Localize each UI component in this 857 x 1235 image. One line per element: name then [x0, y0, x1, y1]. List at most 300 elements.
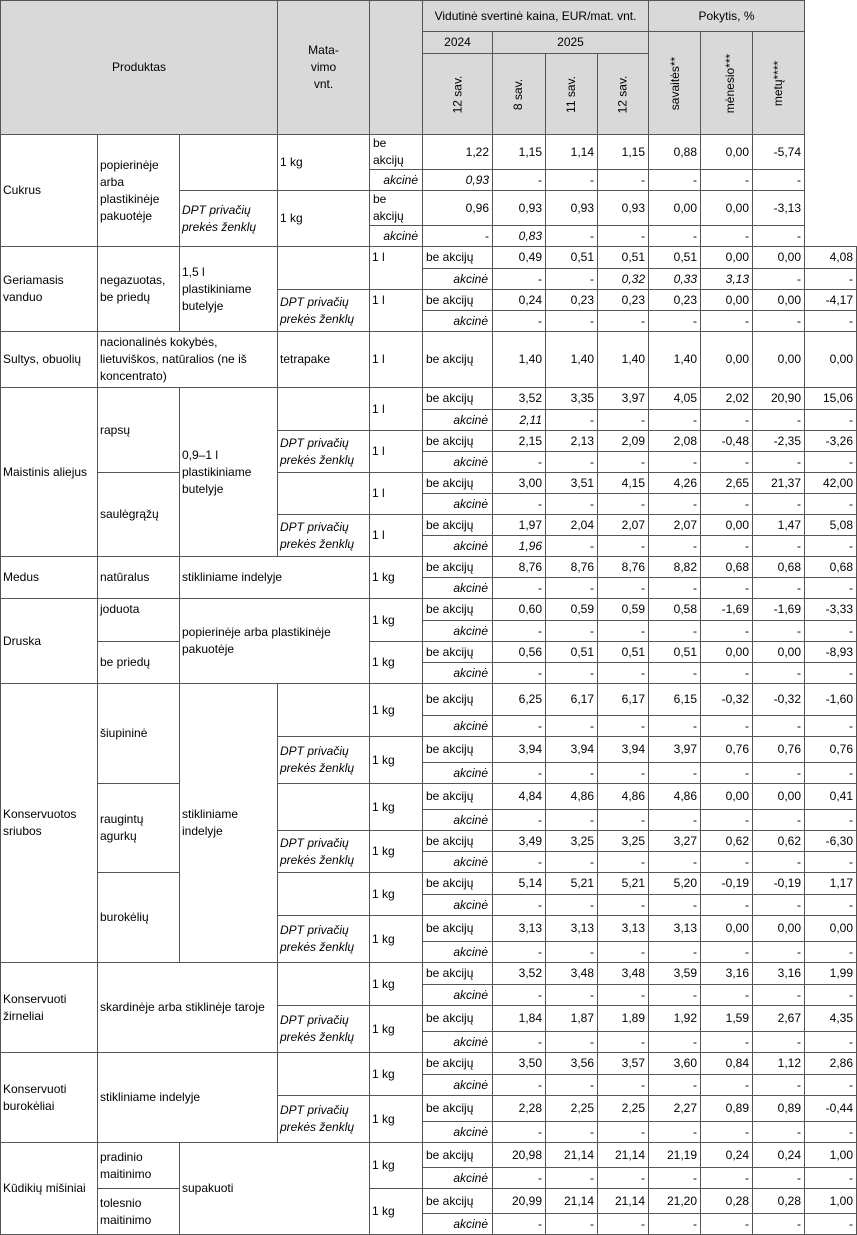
product-sub: popierinėje arba plastikinėje pakuotėje [98, 135, 180, 247]
price-cell: 0,59 [546, 599, 598, 621]
price-cell: 8,82 [649, 557, 701, 578]
change-cell: 0,00 [753, 247, 805, 269]
change-cell: 2,67 [753, 1006, 805, 1032]
change-cell: 0,00 [649, 191, 701, 226]
price-type: be akcijų [423, 247, 493, 269]
price-cell: - [546, 621, 598, 642]
price-cell: 3,50 [493, 1053, 546, 1075]
price-cell: 4,26 [649, 473, 701, 494]
change-cell: - [701, 663, 753, 684]
price-cell: 0,93 [493, 191, 546, 226]
header-w11: 11 sav. [546, 54, 598, 135]
change-cell: 0,89 [701, 1096, 753, 1122]
change-cell: -4,17 [805, 290, 857, 311]
price-type: akcinė [423, 942, 493, 963]
unit: 1 kg [370, 1096, 423, 1143]
change-cell: - [805, 621, 857, 642]
price-cell: 3,51 [546, 473, 598, 494]
price-cell: 0,56 [493, 642, 546, 663]
change-cell: 2,02 [701, 388, 753, 410]
header-2024-w12: 12 sav. [423, 54, 493, 135]
change-cell: - [805, 1075, 857, 1096]
price-cell: 6,25 [493, 684, 546, 716]
change-cell: 0,28 [753, 1189, 805, 1214]
price-type: akcinė [423, 494, 493, 515]
price-cell: - [546, 536, 598, 557]
change-cell: - [701, 763, 753, 784]
price-cell: - [546, 1122, 598, 1143]
price-cell: 3,59 [649, 963, 701, 985]
product-sub: burokėlių [98, 873, 180, 963]
product-name: Kūdikių mišiniai [1, 1143, 98, 1235]
product-sub: natūralus [98, 557, 180, 599]
price-type: be akcijų [423, 515, 493, 536]
private-label: DPT privačių prekės ženklų [180, 191, 278, 247]
price-cell: - [493, 942, 546, 963]
price-cell: 1,22 [423, 135, 493, 170]
change-cell: -1,69 [701, 599, 753, 621]
price-cell: 4,86 [649, 784, 701, 810]
change-cell: - [701, 410, 753, 431]
product-sub: šiupininė [98, 684, 180, 784]
change-cell: - [753, 716, 805, 737]
private-blank [278, 963, 370, 1006]
price-cell: 21,14 [598, 1143, 649, 1168]
price-type: akcinė [423, 763, 493, 784]
price-cell: 0,23 [649, 290, 701, 311]
price-cell: - [598, 578, 649, 599]
change-cell: 0,00 [701, 191, 753, 226]
price-cell: 2,28 [493, 1096, 546, 1122]
price-cell: 2,07 [649, 515, 701, 536]
product-sub: tolesnio maitinimo [98, 1189, 180, 1235]
change-cell: - [753, 536, 805, 557]
change-cell: 1,59 [701, 1006, 753, 1032]
private-blank [278, 1053, 370, 1096]
price-type: akcinė [423, 621, 493, 642]
price-cell: 3,57 [598, 1053, 649, 1075]
price-cell: 2,08 [649, 431, 701, 452]
change-cell: - [805, 663, 857, 684]
price-cell: 3,52 [493, 963, 546, 985]
price-cell: - [598, 1122, 649, 1143]
change-cell: 1,12 [753, 1053, 805, 1075]
price-cell: - [546, 810, 598, 831]
change-cell: - [753, 1075, 805, 1096]
price-cell: 21,20 [649, 1189, 701, 1214]
change-cell: - [753, 942, 805, 963]
change-cell: 0,00 [701, 135, 753, 170]
change-cell: 0,76 [753, 737, 805, 763]
change-cell: 0,00 [753, 642, 805, 663]
price-type: be akcijų [423, 599, 493, 621]
change-cell: - [753, 269, 805, 290]
product-sub: pradinio maitinimo [98, 1143, 180, 1189]
price-type: be akcijų [423, 1096, 493, 1122]
header-year-2025: 2025 [493, 32, 649, 54]
price-type: akcinė [423, 716, 493, 737]
change-cell: 4,08 [805, 247, 857, 269]
price-cell: - [649, 942, 701, 963]
change-cell: 0,00 [701, 332, 753, 388]
change-cell: 0,00 [701, 916, 753, 942]
price-type: akcinė [423, 269, 493, 290]
price-cell: - [649, 663, 701, 684]
unit: 1 kg [278, 191, 370, 247]
change-cell: 2,65 [701, 473, 753, 494]
table-row [1, 247, 857, 269]
price-cell: 3,52 [493, 388, 546, 410]
price-cell: 4,86 [598, 784, 649, 810]
price-cell: 5,21 [598, 873, 649, 895]
price-type: be akcijų [423, 1189, 493, 1214]
change-cell: 0,62 [701, 831, 753, 852]
change-cell: - [805, 578, 857, 599]
product-name: Sultys, obuolių [1, 332, 98, 388]
price-type: be akcijų [423, 557, 493, 578]
price-cell: - [493, 1032, 546, 1053]
price-cell: 21,14 [598, 1189, 649, 1214]
price-cell: - [493, 763, 546, 784]
change-cell: 0,00 [753, 784, 805, 810]
price-cell: 1,40 [598, 332, 649, 388]
change-cell: - [805, 410, 857, 431]
price-cell: 2,11 [493, 410, 546, 431]
private-label: DPT privačių prekės ženklų [278, 515, 370, 557]
header-unit: Mata- vimo vnt. [278, 1, 370, 135]
change-cell: - [753, 1214, 805, 1235]
change-cell: - [701, 1214, 753, 1235]
price-cell: 8,76 [493, 557, 546, 578]
price-cell: 1,40 [493, 332, 546, 388]
price-cell: 2,07 [598, 515, 649, 536]
change-cell: - [805, 1122, 857, 1143]
change-cell: - [649, 226, 701, 247]
change-cell: - [753, 1168, 805, 1189]
price-cell: 4,84 [493, 784, 546, 810]
price-cell: - [649, 536, 701, 557]
price-cell: - [546, 985, 598, 1006]
product-name: Druska [1, 599, 98, 684]
change-cell: 0,00 [701, 247, 753, 269]
price-cell: - [598, 226, 649, 247]
price-cell: - [649, 1122, 701, 1143]
private-label: DPT privačių prekės ženklų [278, 737, 370, 784]
price-cell: 0,51 [546, 642, 598, 663]
change-cell: 2,86 [805, 1053, 857, 1075]
change-cell: - [753, 311, 805, 332]
price-cell: - [493, 895, 546, 916]
price-cell: 0,32 [598, 269, 649, 290]
price-cell: 5,20 [649, 873, 701, 895]
price-cell: - [649, 621, 701, 642]
change-cell: 0,00 [701, 515, 753, 536]
private-blank [278, 684, 370, 737]
price-cell: - [598, 1032, 649, 1053]
price-cell: 6,17 [598, 684, 649, 716]
price-type: be akcijų [423, 873, 493, 895]
unit: 1 l [370, 247, 423, 290]
header-weekly: savaitės** [649, 32, 701, 135]
price-cell: 2,27 [649, 1096, 701, 1122]
price-cell: - [493, 621, 546, 642]
change-cell: - [701, 621, 753, 642]
price-cell: - [598, 621, 649, 642]
change-cell: - [805, 269, 857, 290]
change-cell: -3,13 [753, 191, 805, 226]
price-cell: 3,48 [546, 963, 598, 985]
change-cell: - [701, 494, 753, 515]
price-cell: 1,87 [546, 1006, 598, 1032]
price-cell: 5,21 [546, 873, 598, 895]
change-cell: 21,37 [753, 473, 805, 494]
price-cell: - [649, 1032, 701, 1053]
price-type: akcinė [423, 985, 493, 1006]
price-type: be akcijų [423, 963, 493, 985]
change-cell: - [805, 1032, 857, 1053]
price-cell: - [598, 663, 649, 684]
change-cell: - [753, 985, 805, 1006]
unit: 1 l [370, 290, 423, 332]
price-cell: - [546, 226, 598, 247]
change-cell: 0,89 [753, 1096, 805, 1122]
change-cell: -0,44 [805, 1096, 857, 1122]
price-cell: - [546, 494, 598, 515]
price-cell: 2,25 [598, 1096, 649, 1122]
price-cell: - [598, 1214, 649, 1235]
header-product: Produktas [1, 1, 278, 135]
change-cell: 0,00 [701, 642, 753, 663]
price-cell: - [493, 1214, 546, 1235]
price-cell: 1,40 [546, 332, 598, 388]
price-type: be akcijų [423, 431, 493, 452]
change-cell: 0,28 [701, 1189, 753, 1214]
private-blank [278, 784, 370, 831]
price-type: be akcijų [423, 642, 493, 663]
product-sub: stikliniame indelyje [98, 1053, 278, 1143]
private-blank [278, 473, 370, 515]
price-type: be akcijų [370, 135, 423, 170]
price-cell: - [649, 1168, 701, 1189]
price-type: akcinė [423, 452, 493, 473]
product-name: Konservuoti žirneliai [1, 963, 98, 1053]
change-cell: -0,32 [753, 684, 805, 716]
private-label: DPT privačių prekės ženklų [278, 1096, 370, 1143]
price-cell: - [598, 716, 649, 737]
pack: 0,9–1 l plastikiniame butelyje [180, 388, 278, 557]
unit: 1 kg [370, 1006, 423, 1053]
change-cell: - [701, 895, 753, 916]
unit: 1 kg [370, 642, 423, 684]
price-type: akcinė [423, 311, 493, 332]
price-cell: 3,25 [546, 831, 598, 852]
change-cell: 3,16 [753, 963, 805, 985]
change-cell: -0,19 [753, 873, 805, 895]
price-cell: - [598, 536, 649, 557]
header-year-2024: 2024 [423, 32, 493, 54]
price-cell: - [598, 810, 649, 831]
price-cell: - [598, 985, 649, 1006]
price-cell: 3,48 [598, 963, 649, 985]
price-type: akcinė [423, 536, 493, 557]
price-cell: 1,97 [493, 515, 546, 536]
private-label: DPT privačių prekės ženklų [278, 290, 370, 332]
price-cell: - [546, 452, 598, 473]
price-cell: - [546, 663, 598, 684]
price-cell: 2,09 [598, 431, 649, 452]
change-cell: 1,17 [805, 873, 857, 895]
price-cell: - [598, 1075, 649, 1096]
price-type: akcinė [423, 663, 493, 684]
price-type: be akcijų [423, 332, 493, 388]
table-row [1, 684, 857, 716]
price-type: akcinė [423, 1032, 493, 1053]
change-cell: - [753, 1122, 805, 1143]
price-cell: 21,14 [546, 1143, 598, 1168]
price-cell: - [493, 170, 546, 191]
change-cell: - [805, 942, 857, 963]
unit: 1 l [370, 431, 423, 473]
change-cell: - [805, 852, 857, 873]
product-name: Konservuotos sriubos [1, 684, 98, 963]
price-cell: 0,51 [598, 247, 649, 269]
table-row [1, 1189, 857, 1214]
change-cell: 5,08 [805, 515, 857, 536]
price-cell: 3,00 [493, 473, 546, 494]
change-cell: - [701, 810, 753, 831]
price-type: be akcijų [423, 1006, 493, 1032]
change-cell: 1,99 [805, 963, 857, 985]
change-cell: 0,00 [753, 290, 805, 311]
unit: 1 kg [370, 784, 423, 831]
header-change: Pokytis, % [649, 1, 805, 32]
change-cell: - [753, 452, 805, 473]
product-sub: saulėgrąžų [98, 473, 180, 557]
price-type: akcinė [370, 170, 423, 191]
change-cell: - [701, 942, 753, 963]
change-cell: - [805, 985, 857, 1006]
price-cell: - [598, 852, 649, 873]
header-type-blank [370, 1, 423, 135]
price-cell: 0,23 [598, 290, 649, 311]
change-cell: - [701, 852, 753, 873]
price-cell: - [649, 578, 701, 599]
price-cell: 3,13 [493, 916, 546, 942]
price-cell: 8,76 [598, 557, 649, 578]
price-cell: 3,13 [598, 916, 649, 942]
change-cell: 0,41 [805, 784, 857, 810]
table-row [1, 332, 857, 388]
price-cell: 20,99 [493, 1189, 546, 1214]
private-label: DPT privačių prekės ženklų [278, 431, 370, 473]
unit: 1 kg [370, 873, 423, 916]
product-sub: be priedų [98, 642, 180, 684]
change-cell: - [753, 895, 805, 916]
price-cell: 3,97 [598, 388, 649, 410]
change-cell: - [753, 1032, 805, 1053]
price-type: akcinė [423, 410, 493, 431]
pack: tetrapake [278, 332, 370, 388]
change-cell: -6,30 [805, 831, 857, 852]
price-cell: 0,93 [423, 170, 493, 191]
unit: 1 kg [370, 1053, 423, 1096]
price-cell: 0,60 [493, 599, 546, 621]
change-cell: - [753, 170, 805, 191]
unit: 1 kg [370, 831, 423, 873]
table-row [1, 473, 857, 494]
price-cell: - [493, 663, 546, 684]
change-cell: 0,68 [753, 557, 805, 578]
change-cell: - [701, 1122, 753, 1143]
price-cell: - [598, 895, 649, 916]
unit: 1 l [370, 473, 423, 515]
change-cell: 0,76 [805, 737, 857, 763]
product-sub: skardinėje arba stiklinėje taroje [98, 963, 278, 1053]
price-cell: - [649, 895, 701, 916]
table-header [1, 1, 857, 135]
price-cell: - [546, 1075, 598, 1096]
price-cell: - [493, 810, 546, 831]
price-cell: - [546, 578, 598, 599]
price-type: akcinė [370, 226, 423, 247]
price-cell: 4,86 [546, 784, 598, 810]
price-type: be akcijų [423, 784, 493, 810]
change-cell: - [805, 716, 857, 737]
unit: 1 kg [370, 1143, 423, 1189]
price-type: be akcijų [423, 1053, 493, 1075]
change-cell: - [805, 1214, 857, 1235]
change-cell: - [753, 621, 805, 642]
price-cell: - [493, 1168, 546, 1189]
header-w8: 8 sav. [493, 54, 546, 135]
header-monthly: mėnesio*** [701, 32, 753, 135]
price-cell: - [649, 311, 701, 332]
price-type: akcinė [423, 895, 493, 916]
price-cell: 3,49 [493, 831, 546, 852]
change-cell: -3,26 [805, 431, 857, 452]
unit: 1 l [370, 388, 423, 431]
product-name: Geriamasis vanduo [1, 247, 98, 332]
price-cell: - [493, 1075, 546, 1096]
table-row [1, 642, 857, 663]
price-cell: - [546, 852, 598, 873]
change-cell: - [805, 810, 857, 831]
price-type: akcinė [423, 1122, 493, 1143]
price-cell: 0,51 [649, 247, 701, 269]
private-blank [278, 247, 370, 290]
price-cell: - [493, 311, 546, 332]
change-cell: - [701, 1032, 753, 1053]
change-cell: - [753, 763, 805, 784]
price-cell: - [598, 494, 649, 515]
price-cell: 0,23 [546, 290, 598, 311]
unit: 1 kg [370, 1189, 423, 1235]
price-type: akcinė [423, 810, 493, 831]
change-cell: - [753, 494, 805, 515]
change-cell: - [701, 536, 753, 557]
price-cell: - [493, 1122, 546, 1143]
price-cell: - [493, 852, 546, 873]
change-cell: 0,62 [753, 831, 805, 852]
price-cell: 2,15 [493, 431, 546, 452]
change-cell: -1,60 [805, 684, 857, 716]
price-cell: - [649, 410, 701, 431]
change-cell: - [753, 663, 805, 684]
change-cell: 1,00 [805, 1143, 857, 1168]
change-cell: 15,06 [805, 388, 857, 410]
price-cell: - [649, 1214, 701, 1235]
price-cell: - [598, 942, 649, 963]
